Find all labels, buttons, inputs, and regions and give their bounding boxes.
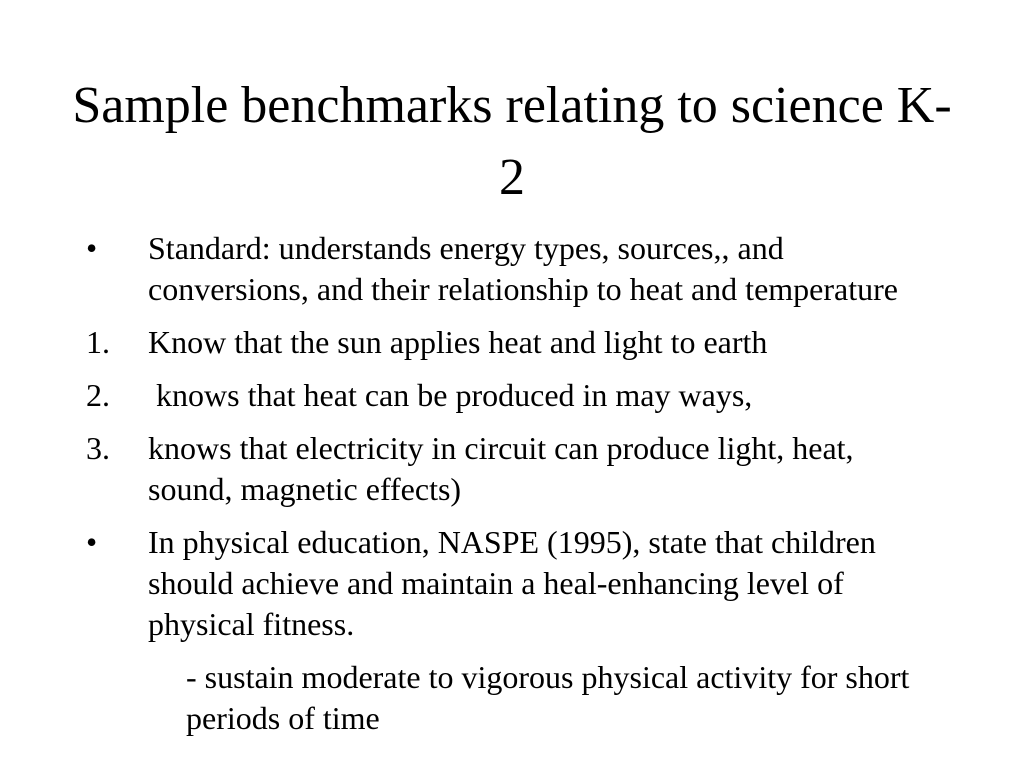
list-item-subpoint — [0, 657, 1024, 739]
list-item-text: Standard: understands energy types, sources,, and conversions, and their relationship to heat and temperature — [148, 230, 898, 307]
list-item-1 — [0, 322, 1024, 363]
bullet-marker: • — [86, 230, 98, 266]
number-marker: 1. — [86, 324, 110, 360]
slide-title: Sample benchmarks relating to science K-2 — [72, 77, 952, 206]
slide-body-list — [0, 228, 1024, 751]
list-item-physical-education — [0, 522, 1024, 645]
list-item-3 — [0, 428, 1024, 510]
number-marker: 3. — [86, 430, 110, 466]
number-marker: 2. — [86, 377, 110, 413]
list-item-text: In physical education, NASPE (1995), state that children should achieve and maintain a heal-enhancing level of physical fitness. — [148, 524, 876, 642]
bullet-marker: • — [86, 524, 98, 560]
list-item-text: - sustain moderate to vigorous physical activity for short periods of time — [186, 659, 910, 736]
list-item-standard — [0, 228, 1024, 310]
list-item-2 — [0, 375, 1024, 416]
list-item-text: knows that heat can be produced in may ways, — [148, 377, 753, 413]
list-item-text: knows that electricity in circuit can produce light, heat, sound, magnetic effects) — [148, 430, 854, 507]
list-item-text: Know that the sun applies heat and light to earth — [148, 324, 768, 360]
